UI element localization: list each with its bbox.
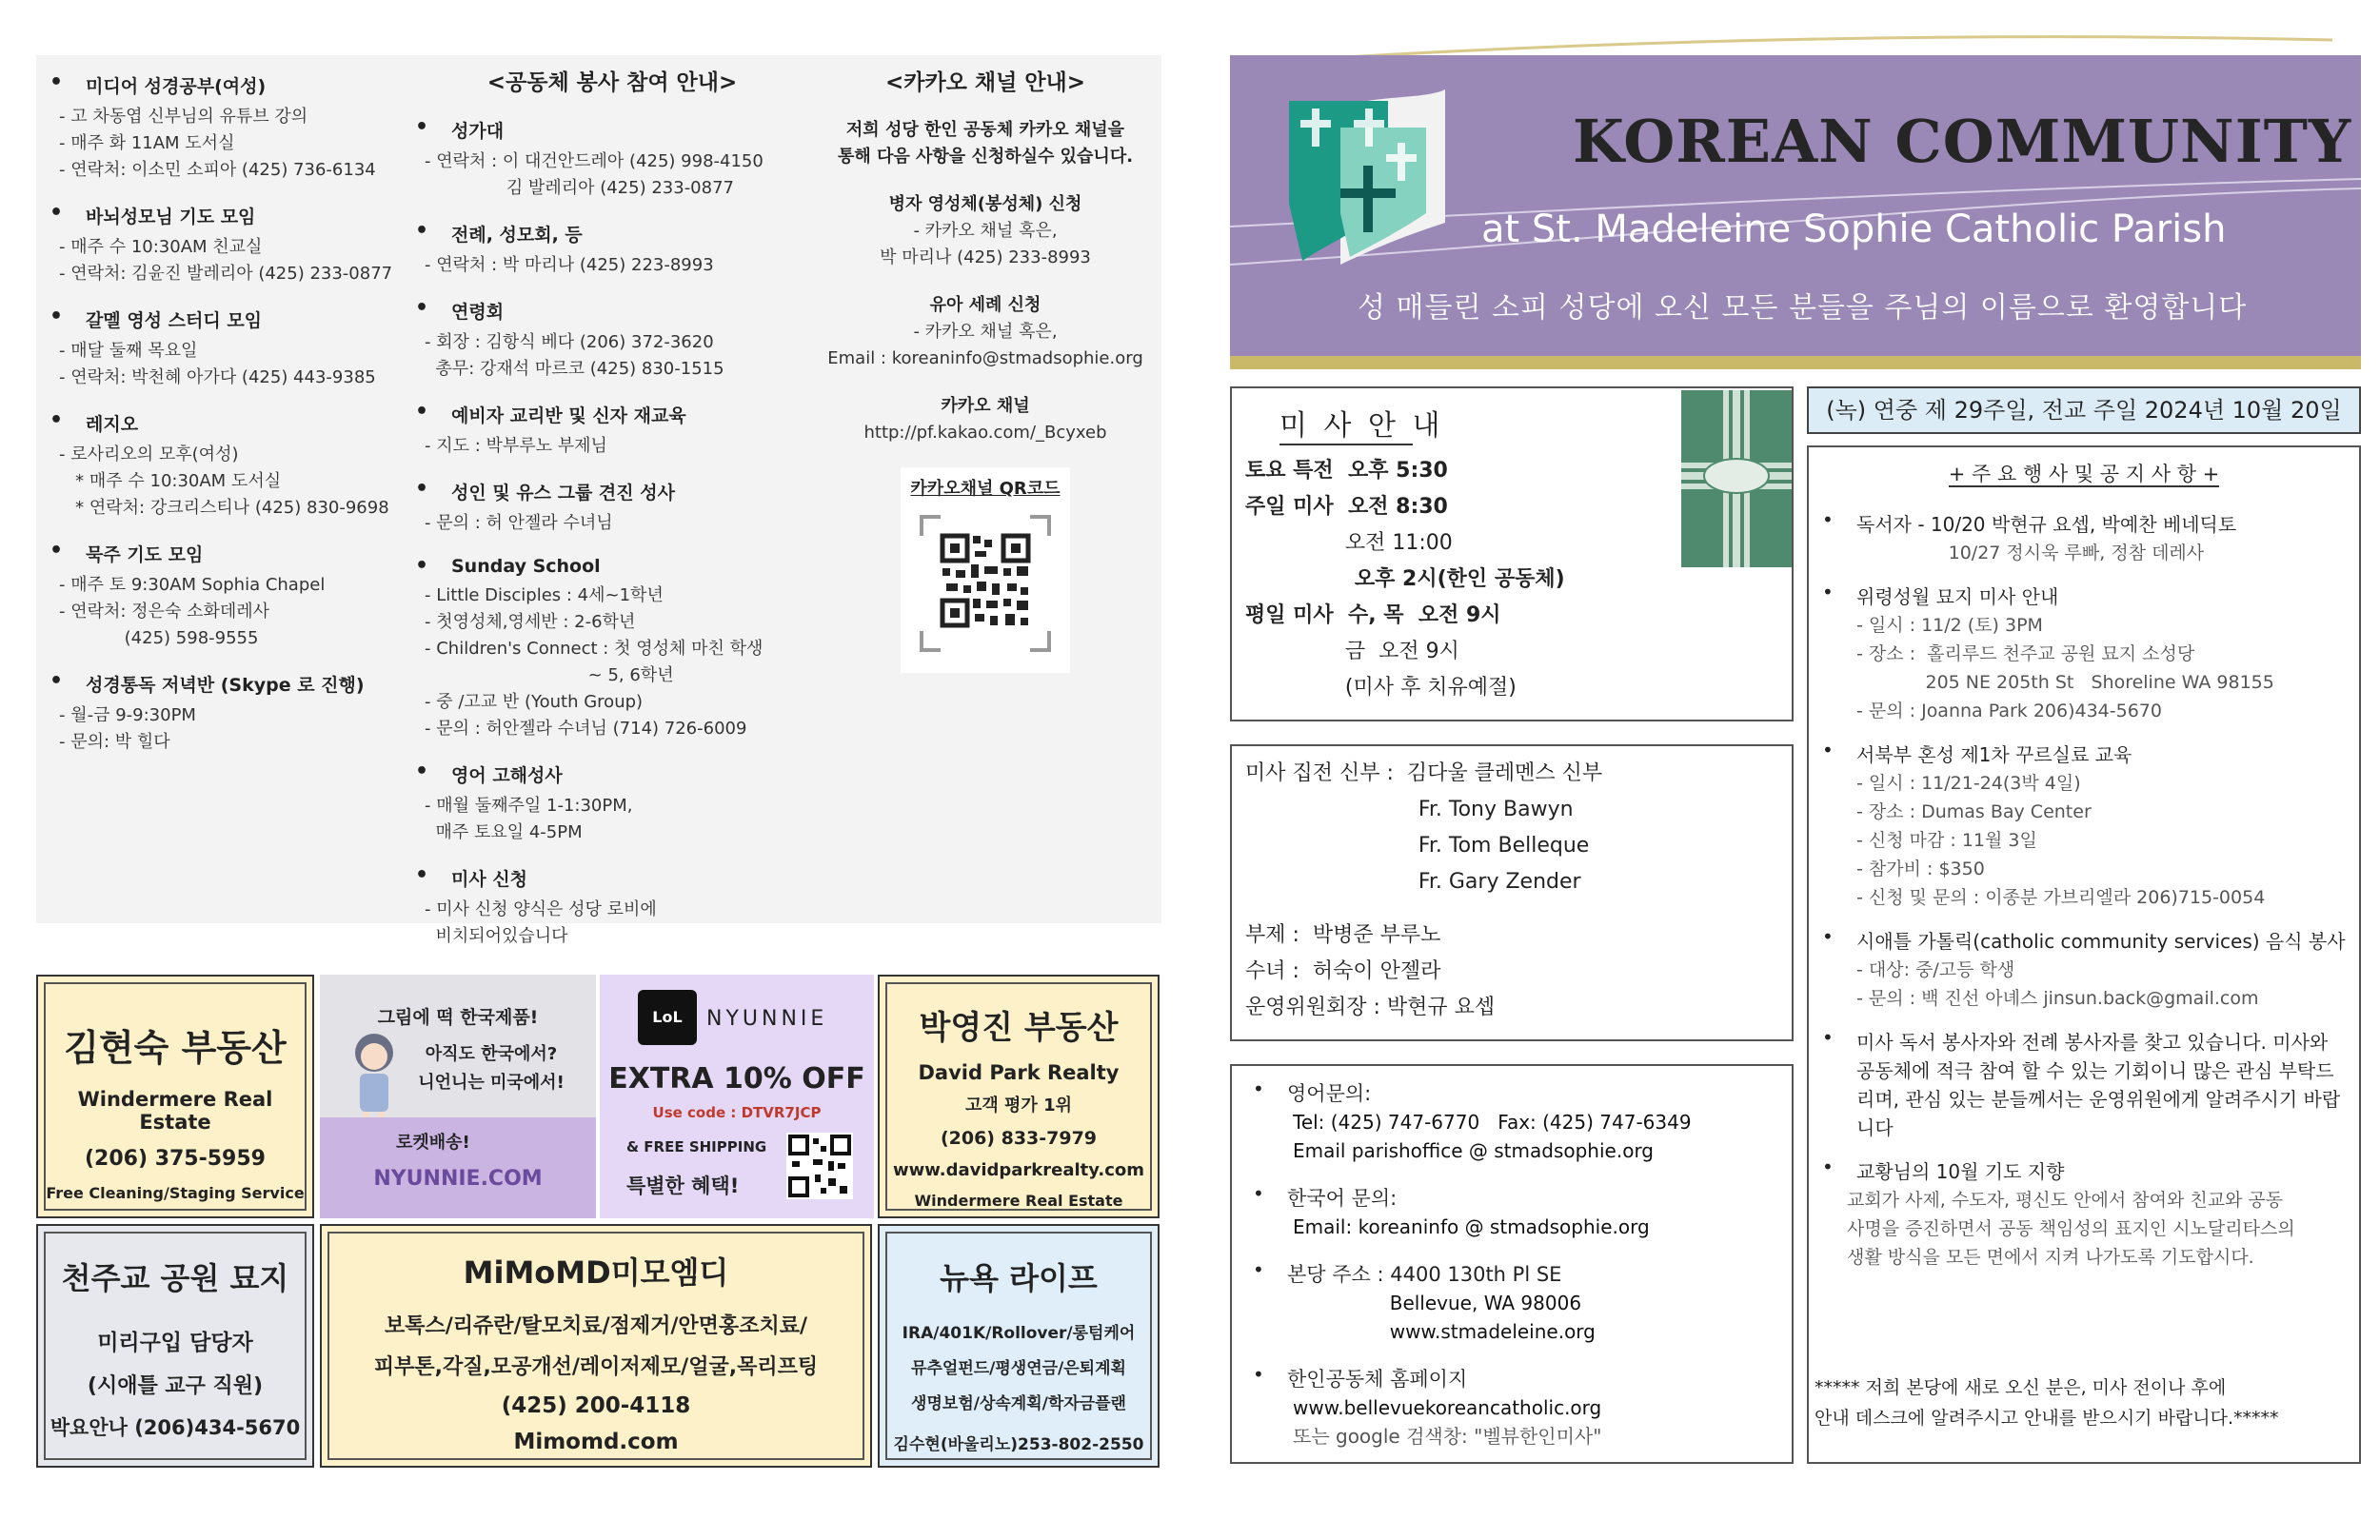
section-line: - 연락처 : 박 마리나 (425) 223-8993 [425,255,714,275]
section-title: • 성경통독 저녁반 (Skype 로 진행) [42,671,423,697]
mass-rows [1245,453,1565,706]
section-line: - 매주 수 10:30AM 친교실 [59,237,263,257]
kakao-intro-line: 저희 성당 한인 공동체 카카오 채널을 [845,120,1125,140]
clergy-row: 미사 집전 신부 : 김다울 클레멘스 신부 [1245,761,1603,785]
ad-nyl-title: 뉴욕 라이프 [940,1260,1098,1296]
service-heading: <공동체 봉사 참여 안내> [486,70,738,95]
parish-logo-icon [1283,89,1449,265]
section-line: - 연락처: 김윤진 발레리아 (425) 233-0877 [59,264,393,284]
notice-head: • 서북부 혼성 제1차 꾸르실료 교육 [1856,743,2132,766]
contact-line: www.bellevuekoreancatholic.org [1293,1396,1602,1419]
contact-line: Email parishoffice @ stmadsophie.org [1293,1139,1655,1162]
notice-line: - 신청 마감 : 11월 3일 [1856,830,2037,851]
notices-heading [1809,459,2359,487]
ad-mimomd-title: MiMoMD미모엠디 [463,1254,729,1291]
banner [1230,55,2361,369]
sunday-header [1807,386,2361,434]
kakao-block [809,191,1161,271]
staff-rows [1245,918,1495,1026]
kakao-block-line: Email : koreaninfo@stmadsophie.org [827,348,1143,368]
ad-nyl-line2: 뮤추얼펀드/평생연금/은퇴계획 [911,1359,1126,1378]
kakao-intro [809,117,1161,170]
info-section [42,671,423,756]
ad-cemetery [36,1224,314,1468]
clergy-row: Fr. Gary Zender [1245,870,1581,894]
section-line: 매주 토요일 4-5PM [425,822,583,842]
section-line: * 매주 수 10:30AM 도서실 [59,471,282,491]
kakao-block-line: 박 마리나 (425) 233-8993 [880,247,1091,267]
mass-row: 금 오전 9시 [1245,640,1459,663]
section-title: • 미디어 성경공부(여성) [42,72,423,98]
mass-row: 주일 미사 오전 8:30 [1245,495,1448,519]
kakao-heading: <카카오 채널 안내> [884,70,1086,95]
ad-kim-phone: (206) 375-5959 [85,1147,266,1171]
ad-park-title: 박영진 부동산 [919,1009,1119,1047]
info-section [407,402,817,460]
notice-item [1815,1028,2348,1142]
section-line: - 연락처: 박천혜 아가다 (425) 443-9385 [59,367,376,387]
contact-line: Email: koreaninfo @ stmadsophie.org [1293,1215,1650,1238]
info-section [407,221,817,279]
contact-item [1245,1184,1778,1241]
contact-head: • 영어문의: [1287,1082,1372,1105]
groups-column [42,72,423,775]
contact-line: Bellevue, WA 98006 [1293,1292,1582,1314]
ad-new-york-life [878,1224,1160,1468]
kakao-block-line: http://pf.kakao.com/_Bcyxeb [863,423,1107,443]
section-line: ~ 5, 6학년 [425,665,674,685]
section-line: - 회장 : 김항식 베다 (206) 372-3620 [425,332,714,352]
staff-row: 운영위원회장 : 박현규 요셉 [1245,996,1496,1019]
section-line: (425) 598-9555 [59,628,259,648]
notice-item [1815,582,2348,725]
section-line: - 매월 둘째주일 1-1:30PM, [425,796,633,816]
kakao-column [809,59,1161,673]
ad-nyunnie-lol: LoL [652,1008,683,1026]
section-line: - Little Disciples : 4세~1학년 [425,585,664,605]
notice-line: - 일시 : 11/2 (토) 3PM [1856,615,2043,636]
banner-title: KOREAN COMMUNITY [1573,107,2352,176]
ad-nyl-line3: 생명보험/상속계획/학자금플랜 [911,1394,1126,1413]
section-title: • 예비자 교리반 및 신자 재교육 [407,402,817,427]
mass-heading: 미 사 안 내 [1279,409,1444,443]
banner-subtitle: at St. Madeleine Sophie Catholic Parish [1481,207,2227,251]
kakao-block-title: 병자 영성체(봉성체) 신청 [888,194,1082,214]
ad-nyunnie-ship: & FREE SHIPPING [626,1138,767,1155]
ad-nyl-line1: IRA/401K/Rollover/롱텀케어 [902,1324,1136,1343]
kakao-block [809,292,1161,372]
notice-head: • 위령성월 묘지 미사 안내 [1856,585,2059,608]
notice-line: - 문의 : 백 진선 아녜스 jinsun.back@gmail.com [1856,988,2259,1009]
info-section [42,72,423,184]
notices-heading-text: + 주 요 행 사 및 공 지 사 항 + [1948,463,2220,485]
kakao-block-line: - 카카오 채널 혹은, [913,322,1058,342]
contact-list [1245,1079,1778,1470]
notice-item [1815,1157,2348,1272]
ad-cemetery-line1: 미리구입 담당자 [97,1331,253,1355]
section-title: • 성인 및 유스 그룹 견진 성사 [407,479,817,504]
section-line: - 미사 신청 양식은 성당 로비에 [425,899,657,919]
mass-row: 토요 특전 오후 5:30 [1245,459,1448,483]
kakao-block-line: - 카카오 채널 혹은, [913,221,1058,241]
ad-park-line2: 고객 평가 1위 [965,1096,1072,1116]
ad-nyl-line4: 김수현(바울리노)253-802-2550 [893,1435,1144,1454]
section-line: - 로사리오의 모후(여성) [59,444,239,464]
qr-code-icon [786,1133,853,1199]
ad-cemetery-title: 천주교 공원 묘지 [61,1260,289,1296]
section-line: - 연락처 : 이 대건안드레아 (425) 998-4150 [425,151,764,171]
ad-park-phone: (206) 833-7979 [940,1128,1098,1149]
section-line: - 매주 화 11AM 도서실 [59,133,235,153]
clergy-rows [1245,756,1602,900]
ad-nyunnie-top1: 그림에 떡 한국제품! [377,1007,539,1028]
ad-mimomd-line2: 피부톤,각질,모공개선/레이저제모/얼굴,목리프팅 [373,1355,819,1379]
notices-footer-line2: 안내 데스크에 알려주시고 안내를 받으시기 바랍니다.***** [1815,1408,2279,1429]
section-title: • 연령회 [407,298,817,324]
section-line: - 문의 : 허안젤라 수녀님 (714) 726-6009 [425,719,747,739]
contact-head: • 본당 주소 : 4400 130th Pl SE [1287,1263,1562,1286]
notices-footer [1815,1372,2279,1433]
section-line: - 문의 : 허 안젤라 수녀님 [425,513,613,533]
info-section [42,541,423,652]
section-line: - 지도 : 박부루노 부제님 [425,436,607,456]
ad-park-line5: Windermere Real Estate [914,1192,1123,1210]
ad-park-line1: David Park Realty [918,1061,1120,1084]
notice-line: 교회가 사제, 수도자, 평신도 안에서 참여와 친교와 공동 [1847,1190,2284,1211]
ad-nyunnie-top2: 아직도 한국에서? [425,1044,558,1064]
info-panel [36,55,1161,946]
info-section [407,865,817,950]
shopping-bag-icon [638,990,697,1045]
section-title: • 영어 고해성사 [407,761,817,787]
notice-item [1815,740,2348,912]
contact-head: • 한인공동체 홈페이지 [1287,1368,1468,1391]
ad-mimomd-line1: 보톡스/리쥬란/탈모치료/점제거/안면홍조치료/ [385,1314,807,1338]
notice-line: - 참가비 : $350 [1856,859,1985,879]
section-line: - 매달 둘째 목요일 [59,341,198,361]
mass-row: 평일 미사 수, 목 오전 9시 [1245,603,1501,627]
kakao-block-title: 카카오 채널 [941,396,1030,416]
ad-nyunnie-code: Use code : DTVR7JCP [652,1104,822,1121]
kakao-qr-card [901,467,1070,673]
section-line: 총무: 강재석 마르코 (425) 830-1515 [425,359,724,379]
contact-line: Tel: (425) 747-6770 Fax: (425) 747-6349 [1293,1111,1692,1134]
notice-line: - 대상: 중/고등 학생 [1856,959,2015,980]
kakao-block-title: 유아 세례 신청 [929,295,1041,315]
section-title: • 레지오 [42,410,423,436]
ad-kim-realty [36,975,314,1218]
ad-park-url: www.davidparkrealty.com [893,1160,1144,1180]
notice-line: 10/27 정시욱 루빠, 정참 데레사 [1856,543,2205,563]
section-line: - 매주 토 9:30AM Sophia Chapel [59,575,326,595]
section-title: • 미사 신청 [407,865,817,891]
contact-line: 또는 google 검색창: "벨뷰한인미사" [1293,1425,1602,1448]
section-line: - 첫영성체,영세반 : 2-6학년 [425,612,636,632]
notice-line: - 장소 : 홀리루드 천주교 공원 묘지 소성당 [1856,643,2195,664]
notice-head: • 독서자 - 10/20 박현규 요셉, 박예찬 베네딕토 [1856,513,2237,536]
notice-item [1815,510,2348,567]
info-section [407,479,817,537]
clergy-row: Fr. Tom Belleque [1245,834,1590,858]
ad-park-realty [878,975,1160,1218]
notice-head: • 미사 독서 봉사자와 전례 봉사자를 찾고 있습니다. 미사와 공동체에 적극 참여 할 수 있는 기회이니 많은 관심 부탁드리며, 관심 있는 분들께서는 운영위원에게 알려주시기 바랍니다 [1856,1031,2341,1139]
ad-nyunnie-brand: NYUNNIE [706,1007,828,1031]
ad-mimomd [320,1224,872,1468]
notice-head: • 교황님의 10월 기도 지향 [1856,1160,2065,1183]
kakao-intro-line: 통해 다음 사항을 신청하실수 있습니다. [837,147,1134,167]
info-section [42,306,423,391]
section-line: 비치되어있습니다 [425,926,568,946]
ad-nyunnie-right [600,975,874,1218]
banner-welcome: 성 매들린 소피 성당에 오신 모든 분들을 주님의 이름으로 환영합니다 [1358,291,2248,325]
section-title: • 묵주 기도 모임 [42,541,423,566]
notice-line: - 일시 : 11/21-24(3박 4일) [1856,773,2081,794]
notices-footer-line1: ***** 저희 본당에 새로 오신 분은, 미사 전이나 후에 [1815,1377,2227,1398]
ad-cemetery-line3: 박요안나 (206)434-5670 [50,1416,301,1439]
section-title: • 전례, 성모회, 등 [407,221,817,247]
ad-kim-line1: Windermere Real Estate [77,1088,273,1134]
mass-row: 오전 11:00 [1245,531,1453,555]
info-section [407,298,817,383]
info-section [407,117,817,202]
section-title: • 성가대 [407,117,817,143]
section-line: - 고 차동엽 신부님의 유튜브 강의 [59,107,308,127]
qr-code-icon [914,507,1057,660]
notice-head: • 시애틀 가톨릭(catholic community services) 음식 봉사 [1856,930,2346,953]
section-line: * 연락처: 강크리스티나 (425) 830-9698 [59,498,389,518]
info-section [407,761,817,846]
ad-nyunnie-rocket: 로켓배송! [396,1133,470,1153]
section-line: - 연락처: 이소민 소피아 (425) 736-6134 [59,160,376,180]
notice-line: - 문의 : Joanna Park 206)434-5670 [1856,701,2162,721]
notice-line: 205 NE 205th St Shoreline WA 98155 [1856,672,2274,693]
info-section [42,410,423,522]
ad-nyunnie-special: 특별한 혜택! [626,1175,740,1197]
ad-nyunnie-offer: EXTRA 10% OFF [608,1062,865,1096]
section-line: - Children's Connect : 첫 영성체 마친 학생 [425,639,764,659]
qr-label: 카카오채널 QR코드 [910,479,1061,499]
notice-line: - 장소 : Dumas Bay Center [1856,801,2092,822]
staff-row: 수녀 : 허숙이 안젤라 [1245,959,1441,983]
contact-item [1245,1079,1778,1165]
section-line: - 중 /고교 반 (Youth Group) [425,692,644,712]
notice-line: 생활 방식을 모든 면에서 지켜 나가도록 기도합시다. [1847,1247,2254,1268]
notice-list [1815,510,2348,1287]
contact-item [1245,1260,1778,1346]
sunday-title: (녹) 연중 제 29주일, 전교 주일 2024년 10월 20일 [1826,397,2342,424]
mass-row: (미사 후 치유예절) [1245,676,1517,700]
ad-nyunnie-left [320,975,596,1218]
clergy-box [1230,744,1794,1041]
ad-nyunnie-top3: 니언니는 미국에서! [418,1073,565,1093]
ad-mimomd-url: Mimomd.com [513,1430,679,1454]
notice-line: - 신청 및 문의 : 이종분 가브리엘라 206)715-0054 [1856,887,2266,908]
section-title: • 바뇌성모님 기도 모임 [42,203,423,228]
mass-row: 오후 2시(한인 공동체) [1245,567,1565,591]
kakao-block [809,393,1161,446]
info-section [407,556,817,742]
contact-box [1230,1064,1794,1464]
section-title: • 갈멜 영성 스터디 모임 [42,306,423,332]
info-section [42,203,423,287]
ad-nyunnie-url: NYUNNIE.COM [373,1167,543,1191]
section-line: 김 발레리아 (425) 233-0877 [425,178,734,198]
staff-row: 부제 : 박병준 부루노 [1245,923,1441,947]
ad-cemetery-line2: (시애틀 교구 직원) [87,1374,264,1398]
contact-head: • 한국어 문의: [1287,1187,1398,1210]
notice-line: 사명을 증진하면서 공동 책임성의 표지인 시노달리타스의 [1847,1218,2295,1239]
section-line: - 문의: 박 힐다 [59,732,170,752]
contact-line: www.stmadeleine.org [1293,1320,1596,1343]
section-line: - 연락처: 정은숙 소화데레사 [59,602,269,622]
clergy-row: Fr. Tony Bawyn [1245,798,1574,821]
ad-kim-title: 김현숙 부동산 [64,1026,287,1069]
ad-mimomd-phone: (425) 200-4118 [501,1393,691,1418]
section-line: - 월-금 9-9:30PM [59,705,196,725]
mass-schedule-box [1230,386,1794,721]
notice-item [1815,927,2348,1013]
contact-item [1245,1365,1778,1451]
gift-ribbon-icon [1681,390,1792,567]
ad-kim-line3: Free Cleaning/Staging Service [46,1184,305,1202]
service-column [407,59,817,969]
section-title: • Sunday School [407,556,817,577]
notices-box [1807,445,2361,1464]
